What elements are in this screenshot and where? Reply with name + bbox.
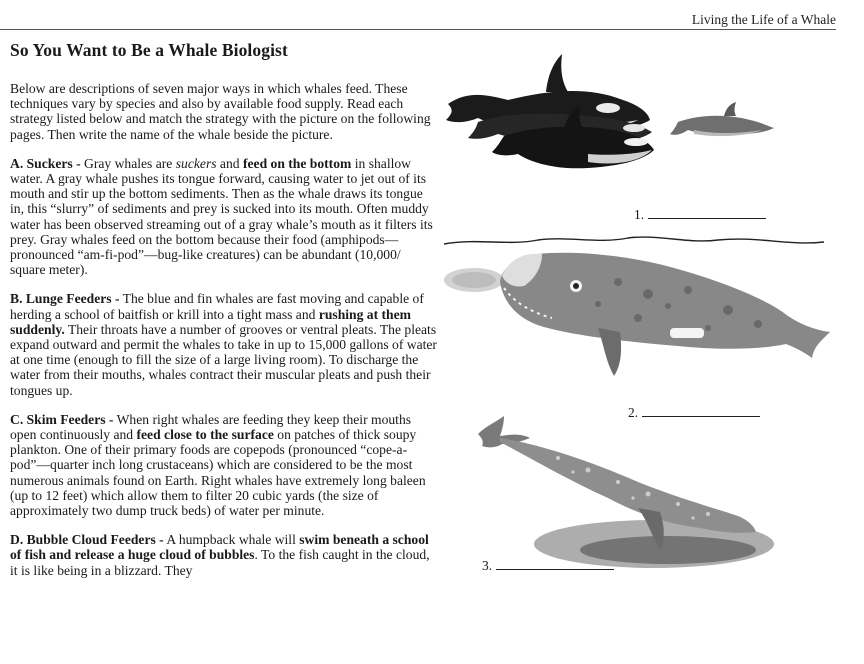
strategy-b-text-1: The blue and fin whales are fast moving and capable of herding a school of baitfish or krill into a tight mass and: [10, 291, 424, 322]
strategy-d: [10, 532, 438, 578]
text-column: [10, 40, 438, 592]
strategy-a-text-1: Gray whales are: [80, 155, 176, 171]
strategy-d-text-2: . To the fish caught in the cloud, it is like being in a blizzard. They: [10, 547, 430, 578]
strategy-c-text-2: on patches of thick soupy plankton. One of their primary foods are copepods (pronounced “cope-a-pod”—quarter inch long crustaceans) which are considered to be the most numerous animals found on Earth. Right whales have extremely long baleen (up to 12 feet) which allow them to filter 20 cubic yards (the size of approximately two dump truck beds) of water per minute.: [10, 427, 426, 519]
strategy-c-heading: C. Skim Feeders -: [10, 411, 114, 427]
intro-paragraph: Below are descriptions of seven major ways in which whales feed. These techniques vary by species and also by available food supply. Read each strategy listed below and match the strategy with the picture on the following pages. Then write the name of the whale beside the picture.: [10, 81, 431, 142]
running-head: Living the Life of a Whale: [691, 12, 836, 27]
answer-number-3: 3.: [482, 558, 493, 573]
strategy-d-emph-1: swim beneath a school of fish and release a huge cloud of bubbles: [10, 532, 429, 563]
answer-blank-1[interactable]: [648, 206, 766, 219]
figure-column: [438, 40, 858, 664]
answer-number-2: 2.: [628, 405, 639, 420]
strategy-c-text-1: When right whales are feeding they keep their mouths open continuously and: [10, 411, 412, 443]
answer-line-3[interactable]: [482, 557, 614, 574]
strategy-c: [10, 412, 438, 518]
strategy-a: [10, 156, 438, 278]
answer-line-1[interactable]: [634, 206, 766, 223]
page-header: [0, 0, 864, 30]
answer-number-1: 1.: [634, 207, 645, 222]
strategy-a-text-3: in shallow water. A gray whale pushes its tongue forward, causing water to jet out of its mouth and stir up the bottom sediments. Then as the whale draws its tongue in, this “slurry” of sediments and prey is sucked into its mouth. Often muddy water has been observed streaming out of a gray whale’s mouth as it filters its prey. Gray whales feed on the bottom because their food (amphipods—pronounced “am-fi-pod”—bug-like creatures) can be abundant (10,000/ square meter).: [10, 155, 433, 278]
strategy-b-text-2: Their throats have a number of grooves or ventral pleats. The pleats expand outward and permit the whales to take in up to 15,000 gallons of water at one time (enough to fill the size of a large living room). To discharge the water from their mouths, whales contract their muscular pleats and push their tongues up.: [10, 321, 437, 398]
strategy-b-heading: B. Lunge Feeders -: [10, 291, 120, 307]
strategy-d-heading: D. Bubble Cloud Feeders -: [10, 532, 164, 548]
strategy-a-heading: A. Suckers -: [10, 155, 81, 171]
strategy-a-emph-2: feed on the bottom: [242, 155, 352, 171]
right-whale-illustration: [438, 232, 858, 402]
strategy-a-emph-1: suckers: [175, 155, 217, 171]
strategy-b: [10, 291, 438, 397]
strategy-d-text-1: A humpback whale will: [163, 532, 300, 548]
strategy-c-emph-1: feed close to the surface: [136, 427, 274, 443]
page-title: So You Want to Be a Whale Biologist: [10, 40, 288, 60]
strategy-b-emph-1: rushing at them suddenly.: [10, 306, 411, 337]
header-rule: [0, 29, 836, 30]
answer-blank-3[interactable]: [496, 557, 614, 570]
orca-pod-illustration: [438, 50, 858, 180]
strategy-a-text-2: and: [216, 155, 243, 171]
